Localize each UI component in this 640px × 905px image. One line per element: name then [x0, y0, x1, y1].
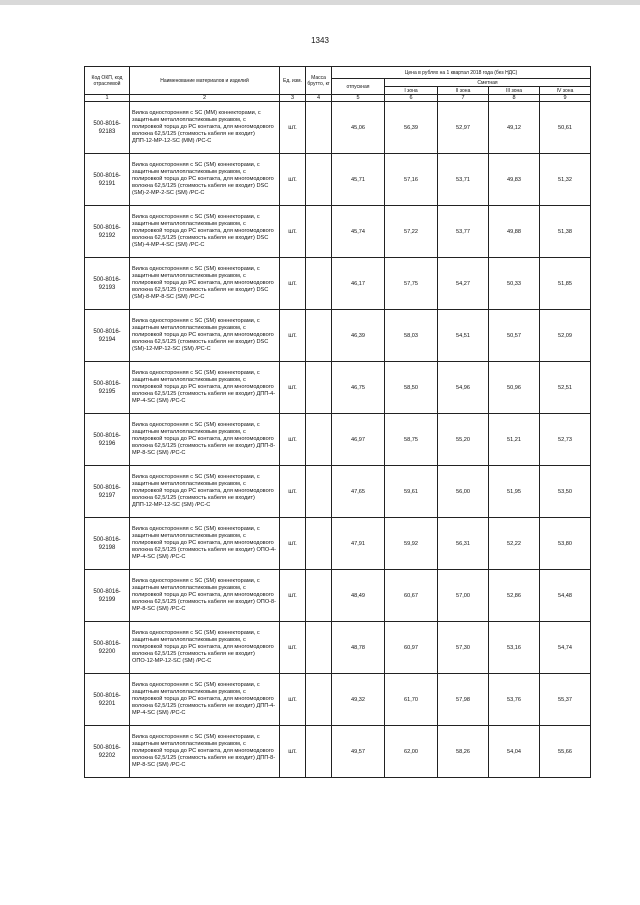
header-price-group: Цена в рублях на 1 квартал 2018 года (без НДС): [332, 67, 591, 79]
zone-3-price: 53,16: [489, 622, 540, 674]
scan-top-edge: [0, 0, 640, 5]
header-zone-4: IV зона: [540, 87, 591, 95]
zone-4-price: 55,66: [540, 726, 591, 778]
zone-1-price: 58,75: [385, 414, 438, 466]
item-unit: шт.: [280, 102, 306, 154]
zone-3-price: 49,83: [489, 154, 540, 206]
item-name: Вилка односторонняя с SC (SM) коннекторами, с защитным металлопластиковым рукавом, с полировкой торца до PC контакта, для многомодового волокна 62,5/125 (стоимость кабеля не входит) DSC (SM)-12-MP-12-SC (SM) /PC-C: [130, 310, 280, 362]
zone-2-price: 56,00: [438, 466, 489, 518]
table-row: [85, 674, 591, 726]
zone-3-price: 50,57: [489, 310, 540, 362]
item-unit: шт.: [280, 622, 306, 674]
item-code: 500-8016-92183: [85, 102, 130, 154]
zone-1-price: 57,16: [385, 154, 438, 206]
item-name: Вилка односторонняя с SC (SM) коннекторами, с защитным металлопластиковым рукавом, с полировкой торца до PC контакта, для многомодового волокна 62,5/125 (стоимость кабеля не входит) DSC (SM)-4-MP-4-SC (SM) /PC-C: [130, 206, 280, 258]
zone-2-price: 53,77: [438, 206, 489, 258]
zone-4-price: 51,85: [540, 258, 591, 310]
item-mass: [306, 206, 332, 258]
col-number-4: 4: [306, 95, 332, 102]
item-code: 500-8016-92198: [85, 518, 130, 570]
item-code: 500-8016-92195: [85, 362, 130, 414]
table-row: [85, 362, 591, 414]
header-unit: Ед. изм.: [280, 67, 306, 95]
release-price: 46,97: [332, 414, 385, 466]
zone-4-price: 52,51: [540, 362, 591, 414]
header-zone-2: II зона: [438, 87, 489, 95]
release-price: 46,17: [332, 258, 385, 310]
item-mass: [306, 674, 332, 726]
zone-2-price: 55,20: [438, 414, 489, 466]
table-row: [85, 154, 591, 206]
zone-1-price: 60,67: [385, 570, 438, 622]
zone-3-price: 52,86: [489, 570, 540, 622]
item-mass: [306, 310, 332, 362]
zone-4-price: 53,50: [540, 466, 591, 518]
table-row: [85, 310, 591, 362]
zone-4-price: 50,61: [540, 102, 591, 154]
item-unit: шт.: [280, 258, 306, 310]
item-unit: шт.: [280, 362, 306, 414]
zone-2-price: 52,97: [438, 102, 489, 154]
header-mass: Масса брутто, кг: [306, 67, 332, 95]
zone-1-price: 57,75: [385, 258, 438, 310]
zone-4-price: 54,74: [540, 622, 591, 674]
item-code: 500-8016-92192: [85, 206, 130, 258]
item-code: 500-8016-92199: [85, 570, 130, 622]
item-mass: [306, 102, 332, 154]
table-row: [85, 518, 591, 570]
item-unit: шт.: [280, 570, 306, 622]
zone-3-price: 49,88: [489, 206, 540, 258]
item-unit: шт.: [280, 466, 306, 518]
item-unit: шт.: [280, 674, 306, 726]
zone-1-price: 58,50: [385, 362, 438, 414]
zone-3-price: 54,04: [489, 726, 540, 778]
item-mass: [306, 570, 332, 622]
header-name: Наименование материалов и изделий: [130, 67, 280, 95]
item-name: Вилка односторонняя с SC (SM) коннекторами, с защитным металлопластиковым рукавом, с полировкой торца до PC контакта, для многомодового волокна 62,5/125 (стоимость кабеля не входит) ОПО-8-MP-8-SC (SM) /PC-C: [130, 570, 280, 622]
release-price: 48,78: [332, 622, 385, 674]
zone-3-price: 50,96: [489, 362, 540, 414]
item-code: 500-8016-92197: [85, 466, 130, 518]
table-row: [85, 102, 591, 154]
item-name: Вилка односторонняя с SC (SM) коннекторами, с защитным металлопластиковым рукавом, с полировкой торца до PC контакта, для многомодового волокна 62,5/125 (стоимость кабеля не входит) ДПП-8-MP-8-SC (SM) /PC-C: [130, 726, 280, 778]
item-unit: шт.: [280, 310, 306, 362]
zone-3-price: 51,95: [489, 466, 540, 518]
item-code: 500-8016-92196: [85, 414, 130, 466]
col-number-8: 8: [489, 95, 540, 102]
item-unit: шт.: [280, 154, 306, 206]
item-name: Вилка односторонняя с SC (SM) коннекторами, с защитным металлопластиковым рукавом, с полировкой торца до PC контакта, для многомодового волокна 62,5/125 (стоимость кабеля не входит) DSC (SM)-2-MP-2-SC (SM) /PC-C: [130, 154, 280, 206]
release-price: 46,39: [332, 310, 385, 362]
zone-4-price: 55,37: [540, 674, 591, 726]
price-table: [84, 66, 591, 778]
zone-1-price: 59,92: [385, 518, 438, 570]
zone-1-price: 61,70: [385, 674, 438, 726]
zone-1-price: 58,03: [385, 310, 438, 362]
release-price: 45,74: [332, 206, 385, 258]
table-row: [85, 570, 591, 622]
col-number-9: 9: [540, 95, 591, 102]
zone-3-price: 52,22: [489, 518, 540, 570]
item-code: 500-8016-92193: [85, 258, 130, 310]
table-row: [85, 622, 591, 674]
item-name: Вилка односторонняя с SC (MM) коннекторами, с защитным металлопластиковым рукавом, с полировкой торца до PC контакта, для многомодового волокна 62,5/125 (стоимость кабеля не входит) ДПП-12-MP-12-SC (MM) /PC-C: [130, 102, 280, 154]
zone-4-price: 51,32: [540, 154, 591, 206]
item-mass: [306, 518, 332, 570]
zone-2-price: 54,27: [438, 258, 489, 310]
zone-1-price: 59,61: [385, 466, 438, 518]
item-mass: [306, 258, 332, 310]
item-name: Вилка односторонняя с SC (SM) коннекторами, с защитным металлопластиковым рукавом, с полировкой торца до PC контакта, для многомодового волокна 62,5/125 (стоимость кабеля не входит) ОПО-4-MP-4-SC (SM) /PC-C: [130, 518, 280, 570]
zone-2-price: 56,31: [438, 518, 489, 570]
zone-3-price: 49,12: [489, 102, 540, 154]
item-name: Вилка односторонняя с SC (SM) коннекторами, с защитным металлопластиковым рукавом, с полировкой торца до PC контакта, для многомодового волокна 62,5/125 (стоимость кабеля не входит) ДПП-8-MP-8-SC (SM) /PC-C: [130, 414, 280, 466]
item-code: 500-8016-92194: [85, 310, 130, 362]
col-number-3: 3: [280, 95, 306, 102]
col-number-7: 7: [438, 95, 489, 102]
release-price: 49,32: [332, 674, 385, 726]
zone-1-price: 62,00: [385, 726, 438, 778]
zone-3-price: 53,76: [489, 674, 540, 726]
zone-3-price: 50,33: [489, 258, 540, 310]
zone-4-price: 53,80: [540, 518, 591, 570]
release-price: 47,65: [332, 466, 385, 518]
release-price: 49,57: [332, 726, 385, 778]
zone-3-price: 51,21: [489, 414, 540, 466]
zone-1-price: 57,22: [385, 206, 438, 258]
release-price: 46,75: [332, 362, 385, 414]
header-zone-3: III зона: [489, 87, 540, 95]
table-row: [85, 258, 591, 310]
item-mass: [306, 362, 332, 414]
zone-2-price: 54,51: [438, 310, 489, 362]
col-number-1: 1: [85, 95, 130, 102]
item-unit: шт.: [280, 726, 306, 778]
item-code: 500-8016-92200: [85, 622, 130, 674]
release-price: 45,06: [332, 102, 385, 154]
zone-2-price: 57,30: [438, 622, 489, 674]
zone-4-price: 52,73: [540, 414, 591, 466]
release-price: 48,49: [332, 570, 385, 622]
item-unit: шт.: [280, 206, 306, 258]
zone-4-price: 51,38: [540, 206, 591, 258]
item-mass: [306, 154, 332, 206]
release-price: 45,71: [332, 154, 385, 206]
col-number-5: 5: [332, 95, 385, 102]
item-code: 500-8016-92201: [85, 674, 130, 726]
page-number: 1343: [311, 36, 329, 45]
col-number-2: 2: [130, 95, 280, 102]
zone-4-price: 52,09: [540, 310, 591, 362]
item-unit: шт.: [280, 518, 306, 570]
release-price: 47,91: [332, 518, 385, 570]
item-code: 500-8016-92191: [85, 154, 130, 206]
table-row: [85, 726, 591, 778]
table-body: [85, 102, 591, 778]
item-mass: [306, 414, 332, 466]
zone-1-price: 56,39: [385, 102, 438, 154]
zone-2-price: 57,00: [438, 570, 489, 622]
item-name: Вилка односторонняя с SC (SM) коннекторами, с защитным металлопластиковым рукавом, с полировкой торца до PC контакта, для многомодового волокна 62,5/125 (стоимость кабеля не входит) ДПП-4-MP-4-SC (SM) /PC-C: [130, 674, 280, 726]
zone-2-price: 58,26: [438, 726, 489, 778]
zone-2-price: 53,71: [438, 154, 489, 206]
zone-2-price: 54,96: [438, 362, 489, 414]
col-number-6: 6: [385, 95, 438, 102]
item-mass: [306, 466, 332, 518]
item-name: Вилка односторонняя с SC (SM) коннекторами, с защитным металлопластиковым рукавом, с полировкой торца до PC контакта, для многомодового волокна 62,5/125 (стоимость кабеля не входит) ОПО-12-MP-12-SC (SM) /PC-C: [130, 622, 280, 674]
zone-4-price: 54,48: [540, 570, 591, 622]
item-unit: шт.: [280, 414, 306, 466]
item-mass: [306, 622, 332, 674]
header-release-price: отпускная: [332, 79, 385, 95]
zone-1-price: 60,97: [385, 622, 438, 674]
table-row: [85, 466, 591, 518]
header-estimate-price: Сметная: [385, 79, 591, 87]
zone-2-price: 57,98: [438, 674, 489, 726]
item-name: Вилка односторонняя с SC (SM) коннекторами, с защитным металлопластиковым рукавом, с полировкой торца до PC контакта, для многомодового волокна 62,5/125 (стоимость кабеля не входит) DSC (SM)-8-MP-8-SC (SM) /PC-C: [130, 258, 280, 310]
item-name: Вилка односторонняя с SC (SM) коннекторами, с защитным металлопластиковым рукавом, с полировкой торца до PC контакта, для многомодового волокна 62,5/125 (стоимость кабеля не входит) ДПП-12-MP-12-SC (SM) /PC-C: [130, 466, 280, 518]
header-code: Код ОКП, код отраслевой: [85, 67, 130, 95]
item-code: 500-8016-92202: [85, 726, 130, 778]
header-zone-1: I зона: [385, 87, 438, 95]
item-name: Вилка односторонняя с SC (SM) коннекторами, с защитным металлопластиковым рукавом, с полировкой торца до PC контакта, для многомодового волокна 62,5/125 (стоимость кабеля не входит) ДПП-4-MP-4-SC (SM) /PC-C: [130, 362, 280, 414]
item-mass: [306, 726, 332, 778]
table-row: [85, 206, 591, 258]
table-row: [85, 414, 591, 466]
